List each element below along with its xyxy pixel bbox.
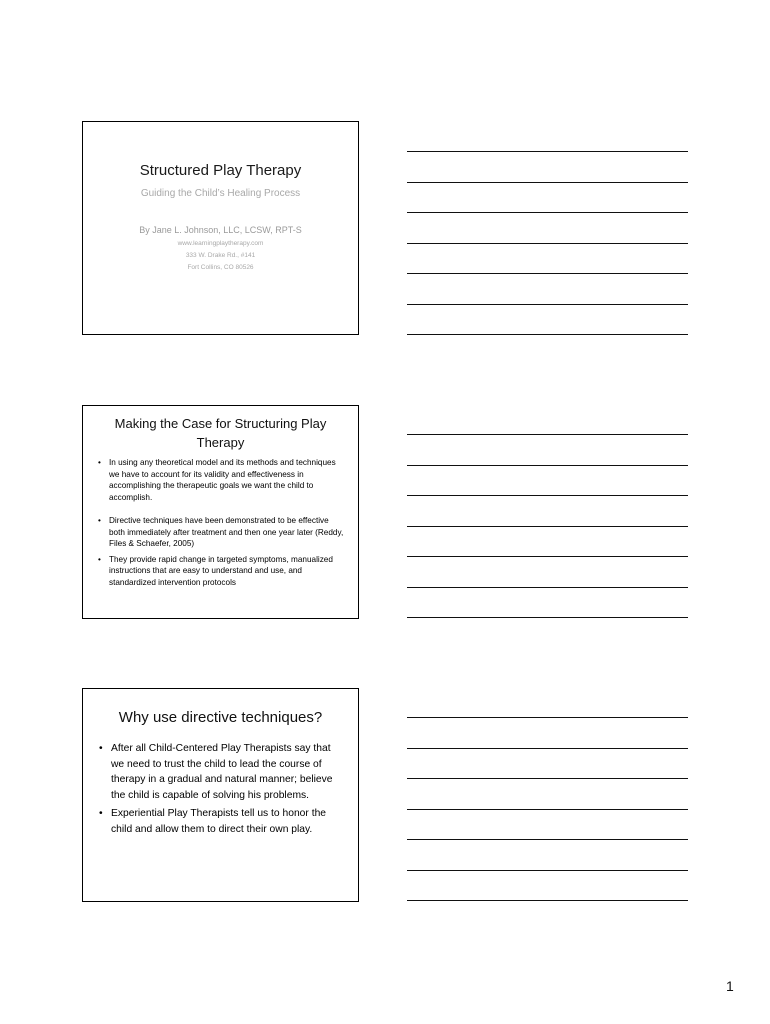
slide-1-website: www.learningplaytherapy.com <box>177 240 264 247</box>
note-line <box>407 717 688 718</box>
slide-1-subtitle: Guiding the Child’s Healing Process <box>140 188 301 199</box>
note-line <box>407 243 688 244</box>
list-item: • They provide rapid change in targeted symptoms, manualized instructions that are easy to understand and use, and standardized intervention protocols <box>95 554 344 589</box>
page-number: 1 <box>726 978 734 994</box>
slide-1-city: Fort Collins, CO 80526 <box>187 264 254 271</box>
note-line <box>407 495 688 496</box>
note-line <box>407 526 688 527</box>
slide-1 <box>82 121 359 335</box>
note-line <box>407 273 688 274</box>
note-line <box>407 778 688 779</box>
slide-3-title: Why use directive techniques? <box>118 709 323 726</box>
slide-2-title: Making the Case for Structuring Play Therapy <box>114 416 327 450</box>
slide-1-byline: By Jane L. Johnson, LLC, LCSW, RPT-S <box>139 225 302 235</box>
list-item: • In using any theoretical model and its methods and techniques we have to account for its validity and effectiveness in accomplishing the therapeutic goals we want the child to accomplish. <box>95 457 344 503</box>
list-item: • Experiential Play Therapists tell us to honor the child and allow them to direct their own play. <box>97 806 344 837</box>
note-line <box>407 617 688 618</box>
slide-2 <box>82 405 359 619</box>
note-line <box>407 182 688 183</box>
note-line <box>407 434 688 435</box>
note-line <box>407 809 688 810</box>
slide-3 <box>82 688 359 902</box>
slide-1-address: 333 W. Drake Rd., #141 <box>185 252 256 259</box>
note-line <box>407 748 688 749</box>
note-line <box>407 870 688 871</box>
slide-3-bullet-list <box>97 741 344 840</box>
note-line <box>407 151 688 152</box>
note-line <box>407 839 688 840</box>
note-line <box>407 212 688 213</box>
list-item: • Directive techniques have been demonstrated to be effective both immediately after treatment and then one year later (Reddy, Files & Schaefer, 2005) <box>95 515 344 550</box>
note-line <box>407 900 688 901</box>
note-line <box>407 465 688 466</box>
note-line <box>407 334 688 335</box>
note-line <box>407 556 688 557</box>
note-line <box>407 587 688 588</box>
list-item: • After all Child-Centered Play Therapists say that we need to trust the child to lead the course of therapy in a gradual and natural manner; believe the child is capable of solving his problems. <box>97 741 344 803</box>
note-line <box>407 304 688 305</box>
slide-1-title: Structured Play Therapy <box>139 162 302 179</box>
slide-2-bullet-list <box>95 457 344 592</box>
